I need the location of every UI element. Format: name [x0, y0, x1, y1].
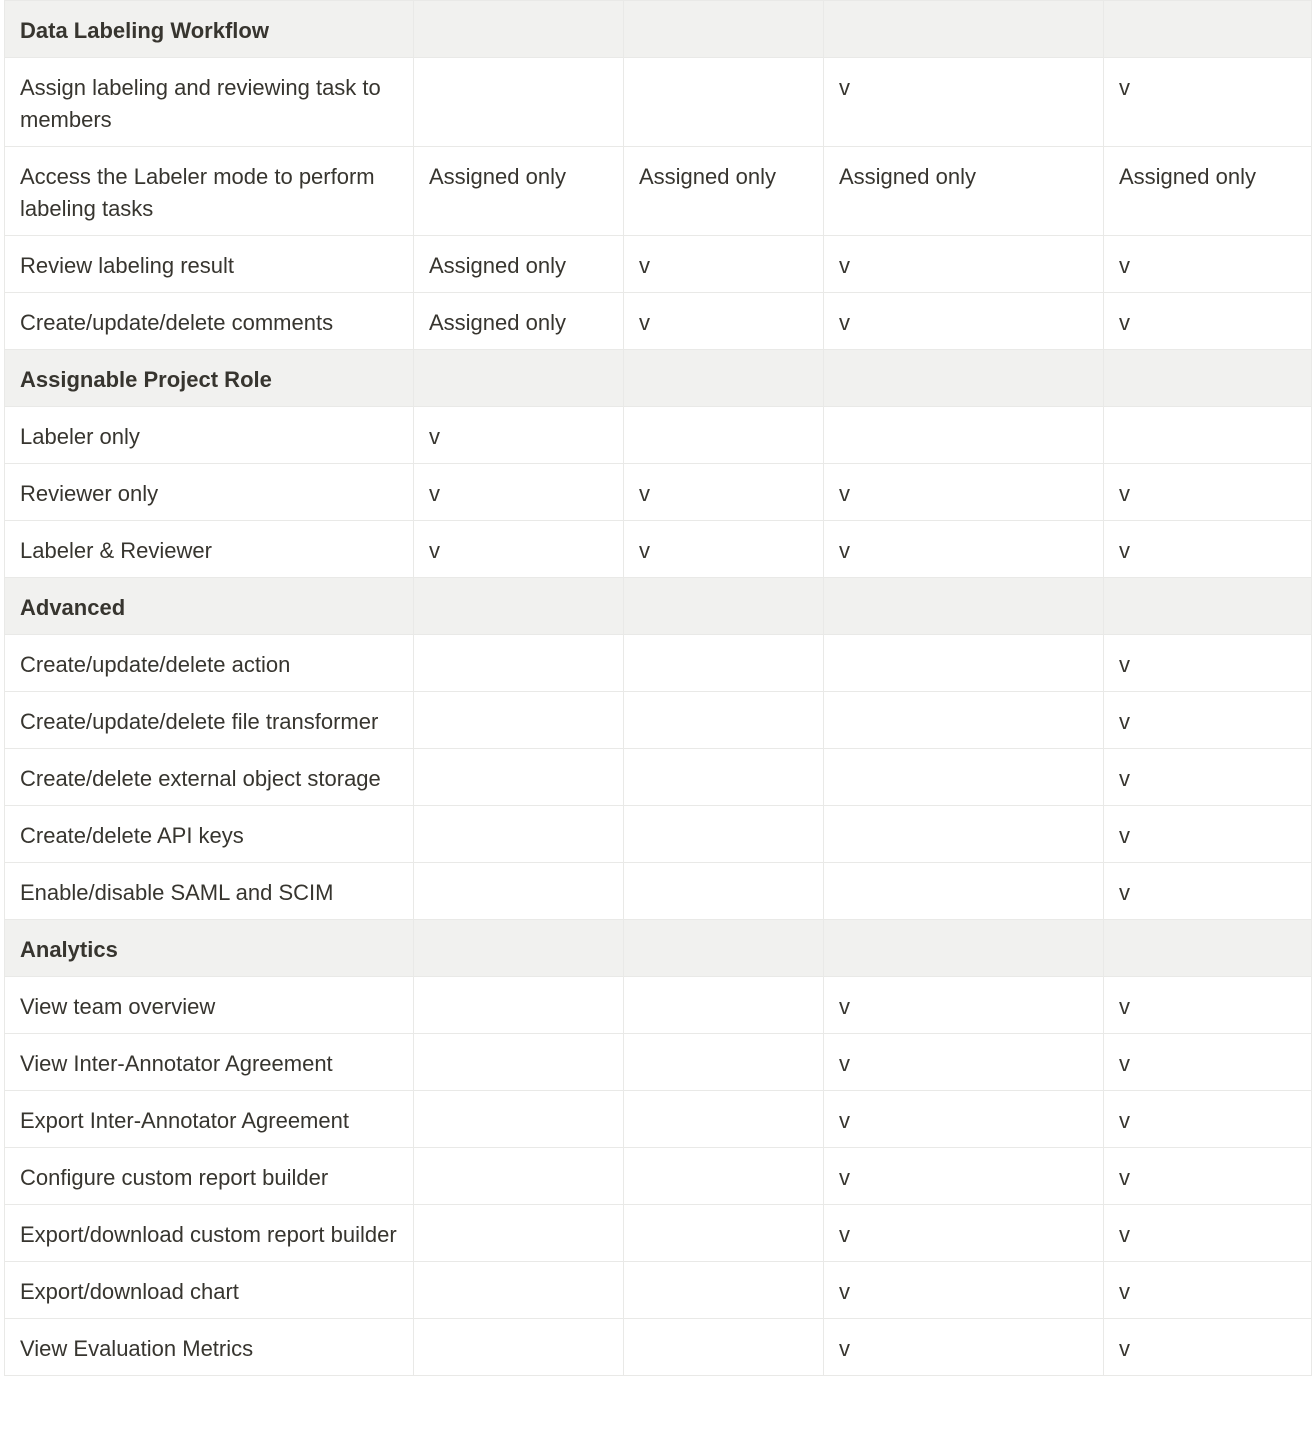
- table-row: [5, 58, 1312, 147]
- permission-cell: [624, 806, 824, 863]
- permission-cell: [414, 863, 624, 920]
- table-row: [5, 147, 1312, 236]
- permission-cell: [624, 977, 824, 1034]
- permission-label: Export/download custom report builder: [5, 1205, 414, 1262]
- permission-cell: v: [824, 1091, 1104, 1148]
- permission-cell: Assigned only: [824, 147, 1104, 236]
- permission-cell: [414, 1148, 624, 1205]
- permission-label: View Evaluation Metrics: [5, 1319, 414, 1376]
- permission-cell: v: [824, 977, 1104, 1034]
- section-header-row: [5, 1, 1312, 58]
- permission-cell: [624, 1205, 824, 1262]
- table-row: [5, 293, 1312, 350]
- permission-cell: v: [824, 58, 1104, 147]
- permission-label: Review labeling result: [5, 236, 414, 293]
- permission-cell: v: [1104, 293, 1312, 350]
- section-header-cell: [624, 920, 824, 977]
- permission-label: Export Inter-Annotator Agreement: [5, 1091, 414, 1148]
- permission-cell: Assigned only: [414, 147, 624, 236]
- permission-cell: Assigned only: [624, 147, 824, 236]
- section-header-cell: [824, 920, 1104, 977]
- permission-label: Access the Labeler mode to perform labeling tasks: [5, 147, 414, 236]
- permission-cell: [824, 749, 1104, 806]
- permission-cell: [824, 407, 1104, 464]
- permission-cell: [414, 58, 624, 147]
- permissions-table-body: [5, 1, 1312, 1376]
- permission-cell: [624, 692, 824, 749]
- table-row: [5, 1262, 1312, 1319]
- permission-cell: v: [1104, 58, 1312, 147]
- permission-cell: [624, 635, 824, 692]
- table-row: [5, 236, 1312, 293]
- section-header-cell: [824, 1, 1104, 58]
- permission-label: View team overview: [5, 977, 414, 1034]
- table-row: [5, 1148, 1312, 1205]
- permission-cell: [414, 806, 624, 863]
- section-header-cell: [414, 578, 624, 635]
- section-header-cell: [624, 350, 824, 407]
- table-row: [5, 863, 1312, 920]
- table-row: [5, 1319, 1312, 1376]
- permission-cell: [414, 692, 624, 749]
- permission-label: Create/update/delete action: [5, 635, 414, 692]
- permission-cell: v: [1104, 1091, 1312, 1148]
- permission-cell: [624, 1091, 824, 1148]
- permission-cell: [414, 1091, 624, 1148]
- permission-cell: v: [1104, 1034, 1312, 1091]
- table-row: [5, 521, 1312, 578]
- permission-cell: v: [824, 293, 1104, 350]
- permission-cell: v: [824, 521, 1104, 578]
- section-header-cell: [1104, 350, 1312, 407]
- permission-cell: [624, 1034, 824, 1091]
- permission-label: View Inter-Annotator Agreement: [5, 1034, 414, 1091]
- permission-cell: v: [624, 236, 824, 293]
- section-header-row: [5, 920, 1312, 977]
- permission-cell: v: [1104, 977, 1312, 1034]
- permission-cell: [624, 407, 824, 464]
- permission-cell: [624, 863, 824, 920]
- permission-label: Labeler only: [5, 407, 414, 464]
- section-header-cell: [414, 350, 624, 407]
- permission-cell: v: [824, 1262, 1104, 1319]
- permission-cell: v: [414, 407, 624, 464]
- table-row: [5, 692, 1312, 749]
- permission-cell: [624, 1148, 824, 1205]
- section-header-cell: [824, 350, 1104, 407]
- permission-cell: [414, 1319, 624, 1376]
- permission-cell: v: [1104, 1148, 1312, 1205]
- permission-cell: [624, 749, 824, 806]
- section-header-cell: [1104, 578, 1312, 635]
- permission-cell: [824, 806, 1104, 863]
- section-title: Analytics: [5, 920, 414, 977]
- table-row: [5, 635, 1312, 692]
- permission-cell: [414, 1262, 624, 1319]
- permission-cell: v: [624, 521, 824, 578]
- table-row: [5, 977, 1312, 1034]
- permission-cell: v: [624, 293, 824, 350]
- section-header-cell: [624, 578, 824, 635]
- permission-label: Create/delete external object storage: [5, 749, 414, 806]
- section-title: Data Labeling Workflow: [5, 1, 414, 58]
- table-row: [5, 1205, 1312, 1262]
- permission-cell: [624, 58, 824, 147]
- section-header-cell: [414, 920, 624, 977]
- permission-cell: Assigned only: [414, 236, 624, 293]
- permission-cell: v: [624, 464, 824, 521]
- permission-cell: [824, 635, 1104, 692]
- permission-label: Assign labeling and reviewing task to members: [5, 58, 414, 147]
- permission-label: Reviewer only: [5, 464, 414, 521]
- permission-cell: [414, 1205, 624, 1262]
- permission-cell: v: [1104, 635, 1312, 692]
- permission-cell: v: [1104, 749, 1312, 806]
- permission-cell: [1104, 407, 1312, 464]
- section-header-cell: [414, 1, 624, 58]
- permission-cell: Assigned only: [414, 293, 624, 350]
- permission-cell: v: [1104, 806, 1312, 863]
- section-header-row: [5, 578, 1312, 635]
- permission-cell: Assigned only: [1104, 147, 1312, 236]
- permission-label: Labeler & Reviewer: [5, 521, 414, 578]
- permission-label: Enable/disable SAML and SCIM: [5, 863, 414, 920]
- permission-cell: v: [824, 1148, 1104, 1205]
- permission-cell: v: [414, 521, 624, 578]
- permission-label: Create/update/delete comments: [5, 293, 414, 350]
- permission-cell: [414, 977, 624, 1034]
- table-row: [5, 464, 1312, 521]
- permissions-table: [4, 0, 1312, 1376]
- permission-cell: [414, 749, 624, 806]
- permission-cell: v: [414, 464, 624, 521]
- permission-cell: v: [824, 1205, 1104, 1262]
- permission-cell: v: [1104, 1262, 1312, 1319]
- table-row: [5, 1091, 1312, 1148]
- table-row: [5, 1034, 1312, 1091]
- permission-cell: [624, 1319, 824, 1376]
- section-header-cell: [824, 578, 1104, 635]
- permission-cell: v: [1104, 863, 1312, 920]
- permission-cell: [824, 692, 1104, 749]
- permission-cell: [624, 1262, 824, 1319]
- permission-label: Create/delete API keys: [5, 806, 414, 863]
- permission-cell: v: [824, 236, 1104, 293]
- section-header-row: [5, 350, 1312, 407]
- section-header-cell: [1104, 1, 1312, 58]
- table-row: [5, 407, 1312, 464]
- table-row: [5, 806, 1312, 863]
- permission-cell: v: [1104, 521, 1312, 578]
- permission-cell: [414, 635, 624, 692]
- permission-cell: v: [1104, 692, 1312, 749]
- permission-label: Configure custom report builder: [5, 1148, 414, 1205]
- permission-label: Export/download chart: [5, 1262, 414, 1319]
- section-header-cell: [1104, 920, 1312, 977]
- permission-cell: v: [1104, 464, 1312, 521]
- section-title: Assignable Project Role: [5, 350, 414, 407]
- permission-cell: [414, 1034, 624, 1091]
- permission-cell: v: [1104, 236, 1312, 293]
- section-header-cell: [624, 1, 824, 58]
- section-title: Advanced: [5, 578, 414, 635]
- table-row: [5, 749, 1312, 806]
- permission-cell: v: [824, 1319, 1104, 1376]
- permission-cell: v: [1104, 1319, 1312, 1376]
- permission-cell: [824, 863, 1104, 920]
- permission-cell: v: [824, 464, 1104, 521]
- permission-cell: v: [1104, 1205, 1312, 1262]
- permission-label: Create/update/delete file transformer: [5, 692, 414, 749]
- permission-cell: v: [824, 1034, 1104, 1091]
